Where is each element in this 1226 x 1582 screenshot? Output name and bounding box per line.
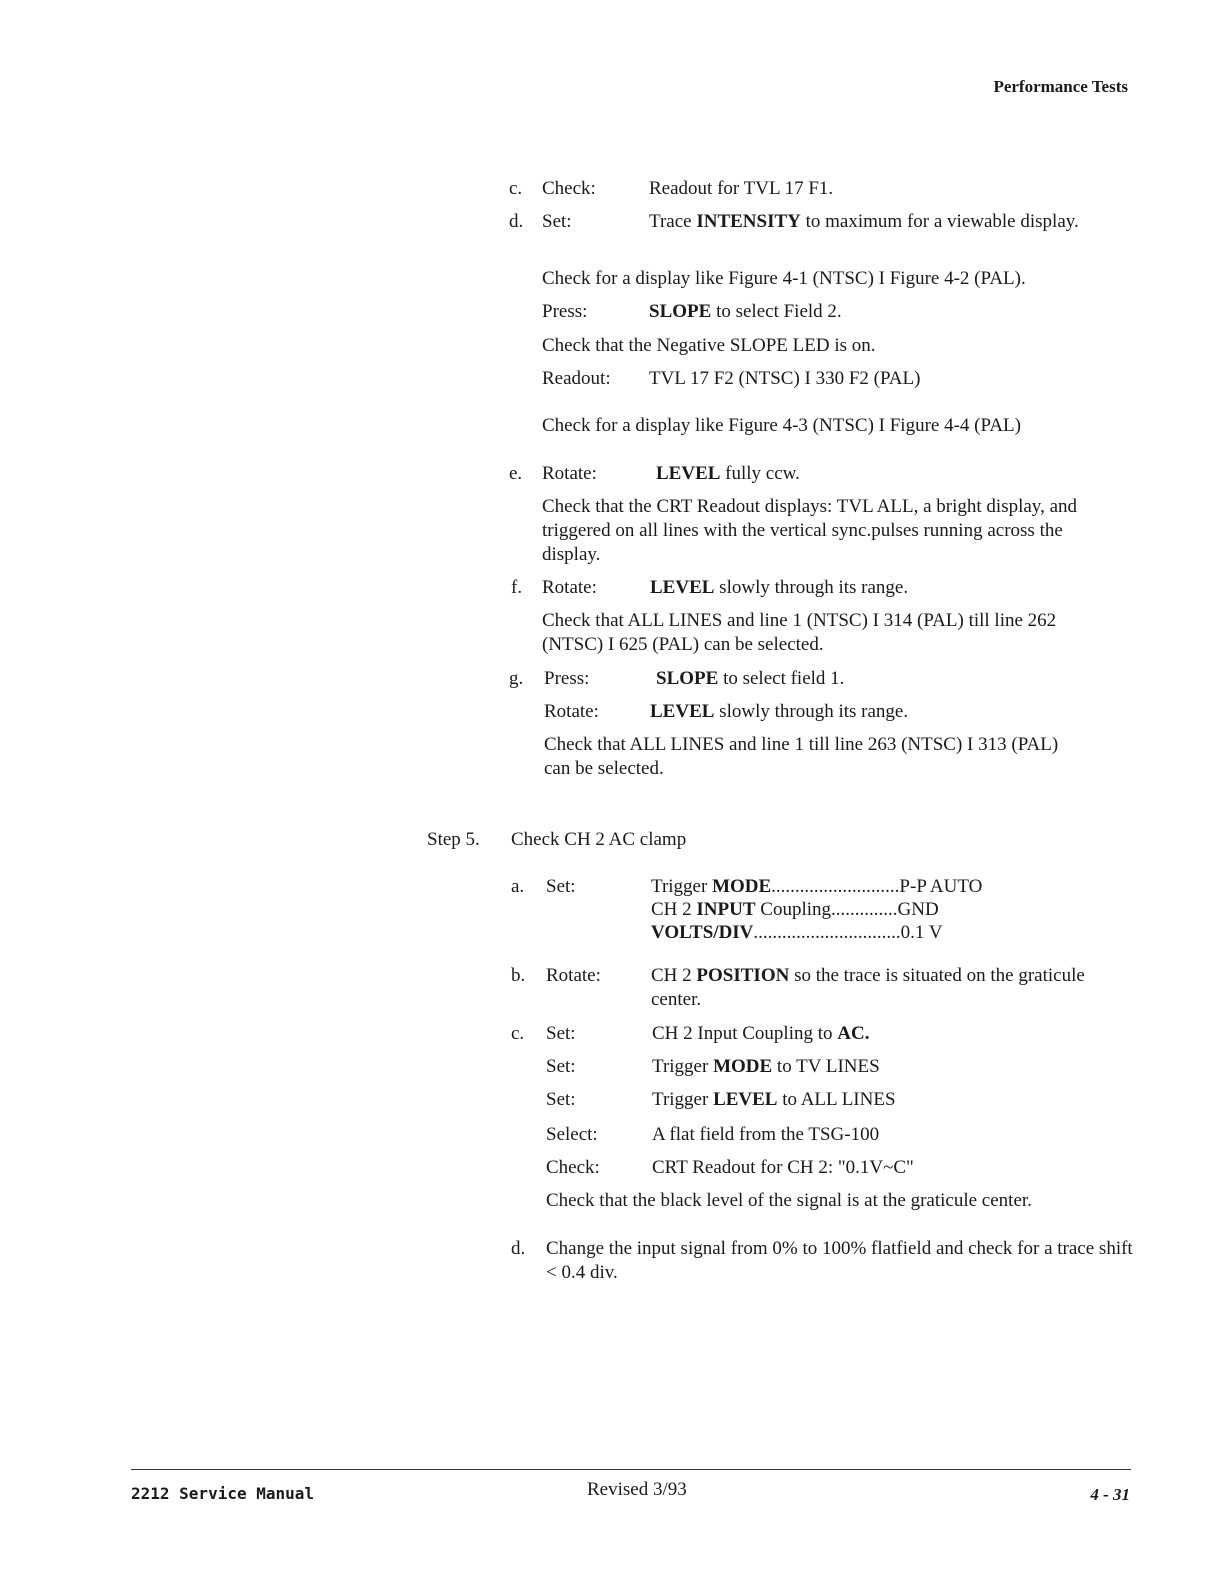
position-control: POSITION [696,965,790,986]
step5-c-row-label: Set: [546,1056,576,1077]
setting-value: P-P AUTO [899,876,983,897]
step5-c-row-label: Set: [546,1089,576,1110]
level-control: LEVEL [650,701,715,722]
step5-c-row-label: Check: [546,1157,600,1178]
item-f-letter: f. [511,577,523,598]
item-g-rotate-label: Rotate: [544,701,599,722]
setting-row-volts-div: VOLTS/DIV...............................0.1 V [651,922,943,943]
item-g-letter: g. [509,668,524,689]
step5-d-text: Change the input signal from 0% to 100% flatfield and check for a trace shift < 0.4 div. [546,1238,1133,1283]
step5-a-letter: a. [511,876,525,897]
step5-c-row-text: CRT Readout for CH 2: "0.1V~C" [652,1157,914,1178]
item-d-press-label: Press: [542,301,588,322]
slope-control: SLOPE [656,668,719,689]
item-e-check: Check that the CRT Readout displays: TVL ALL, a bright display, and triggered on all lines with the vertical sync.pulses running across the display. [542,496,1078,565]
level-control: LEVEL [650,577,715,598]
setting-value: GND [897,899,939,920]
step5-c-row-text: Trigger LEVEL to ALL LINES [652,1089,896,1110]
setting-value: 0.1 V [900,922,943,943]
setting-row-input: CH 2 INPUT Coupling..............GND [651,899,939,920]
item-d-letter: d. [509,211,524,232]
step5-c-row-text: CH 2 Input Coupling to AC. [652,1023,870,1044]
step5-c-row-label: Select: [546,1124,598,1145]
step5-title: Check CH 2 AC clamp [511,829,687,850]
item-d-check-2: Check that the Negative SLOPE LED is on. [542,335,876,356]
item-f-text: LEVEL slowly through its range. [650,577,909,598]
item-d-check-3: Check for a display like Figure 4-3 (NTSC) I Figure 4-4 (PAL) [542,415,1021,436]
item-g-rotate-text: LEVEL slowly through its range. [650,701,909,722]
step5-a-label: Set: [546,876,576,897]
setting-row-mode: Trigger MODE...........................P-P AUTO [651,876,983,897]
item-g-check: Check that ALL LINES and line 1 till line 263 (NTSC) I 313 (PAL) can be selected. [544,734,1059,779]
footer-rule [131,1469,1131,1470]
item-e-text: LEVEL fully ccw. [656,463,800,484]
footer-revision: Revised 3/93 [587,1479,687,1500]
step5-d-letter: d. [511,1238,526,1259]
item-f-label: Rotate: [542,577,597,598]
step5-c-letter: c. [511,1023,525,1044]
item-d-check-1: Check for a display like Figure 4-1 (NTSC) I Figure 4-2 (PAL). [542,268,1026,289]
item-g-label: Press: [544,668,590,689]
step5-b-label: Rotate: [546,965,601,986]
item-e-label: Rotate: [542,463,597,484]
step5-c-row-text: Trigger MODE to TV LINES [652,1056,880,1077]
step5-b-text: CH 2 POSITION so the trace is situated on the graticule center. [651,965,1085,1010]
step5-c-row-label: Set: [546,1023,576,1044]
footer-manual-title: 2212 Service Manual [131,1484,315,1503]
step5-b-letter: b. [511,965,526,986]
level-control: LEVEL [656,463,721,484]
step5-label: Step 5. [427,829,480,850]
item-e-letter: e. [509,463,523,484]
item-f-check: Check that ALL LINES and line 1 (NTSC) I 314 (PAL) till line 262 (NTSC) I 625 (PAL) can be selected. [542,610,1057,655]
item-d-readout-label: Readout: [542,368,611,389]
intensity-control: INTENSITY [696,211,801,232]
item-d-text: Trace INTENSITY to maximum for a viewable display. [649,211,1079,232]
item-c-letter: c. [509,178,523,199]
item-c-label: Check: [542,178,596,199]
slope-control: SLOPE [649,301,712,322]
item-g-text: SLOPE to select field 1. [656,668,845,689]
page-number: 4 - 31 [1090,1485,1130,1504]
running-header: Performance Tests [993,77,1128,96]
item-c-text: Readout for TVL 17 F1. [649,178,834,199]
item-d-press-text: SLOPE to select Field 2. [649,301,842,322]
item-d-readout-text: TVL 17 F2 (NTSC) I 330 F2 (PAL) [649,368,921,389]
item-d-label: Set: [542,211,572,232]
step5-c-row-text: A flat field from the TSG-100 [652,1124,880,1145]
step5-c-check: Check that the black level of the signal is at the graticule center. [546,1190,1032,1211]
